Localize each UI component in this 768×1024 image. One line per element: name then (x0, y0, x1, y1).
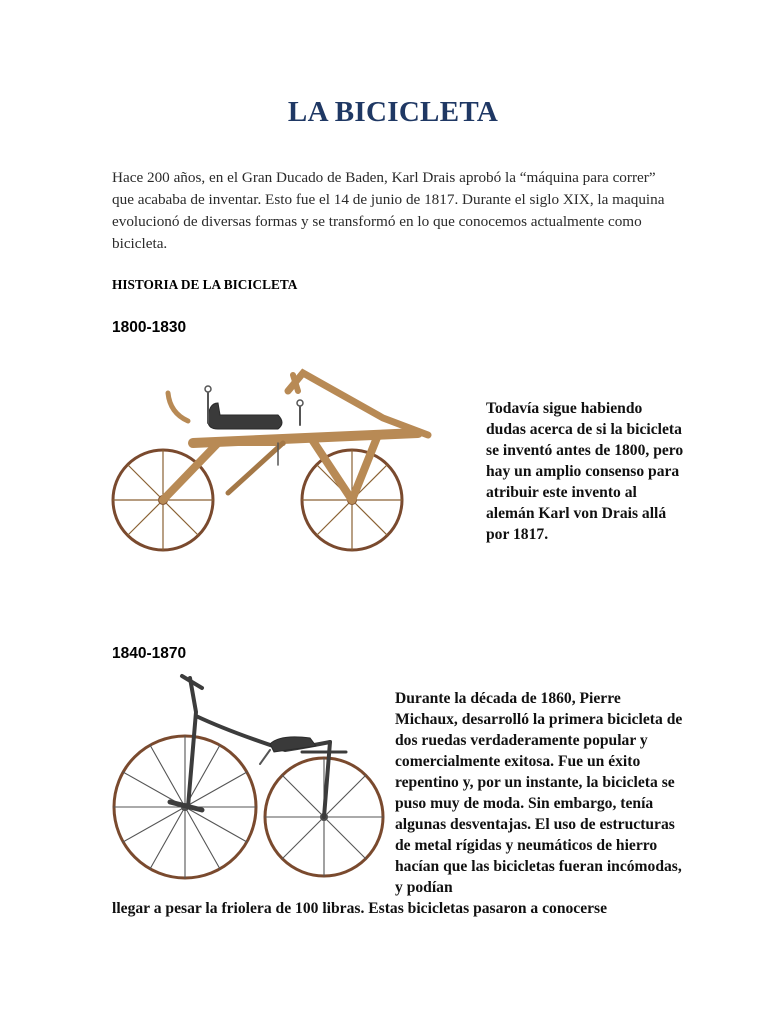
period-1-text: Todavía sigue habiendo dudas acerca de si la bicicleta se inventó antes de 1800, pero hay un amplio consenso para atribuir este invento al alemán Karl von Drais allá por 1817. (486, 400, 684, 543)
velocipede-illustration (110, 672, 390, 887)
intro-paragraph: Hace 200 años, en el Gran Ducado de Baden, Karl Drais aprobó la “máquina para correr” que acababa de inventar. Esto fue el 14 de junio de 1817. Durante el siglo XIX, la maquina evolucionó de diversas formas y se transformó en lo que conocemos actualmente como bicicleta. (112, 169, 665, 252)
period-2-text-continued: llegar a pesar la friolera de 100 libras. Estas bicicletas pasaron a conocerse (112, 900, 608, 917)
period-2-text: Durante la década de 1860, Pierre Michaux, desarrolló la primera bicicleta de dos ruedas verdaderamente popular y comercialmente exitosa. Fue un éxito repentino y, por un instante, la bicicleta se puso muy de moda. Sin embargo, tenía algunas desventajas. El uso de estructuras de metal rígidas y neumáticos de hierro hacían que las bicicletas fueran incómodas, y podían (395, 690, 683, 896)
draisine-illustration (108, 363, 438, 558)
section-heading: HISTORIA DE LA BICICLETA (112, 277, 298, 292)
period-heading-2: 1840-1870 (112, 645, 187, 662)
page-title: LA BICICLETA (287, 96, 499, 128)
period-heading-1: 1800-1830 (112, 319, 187, 336)
